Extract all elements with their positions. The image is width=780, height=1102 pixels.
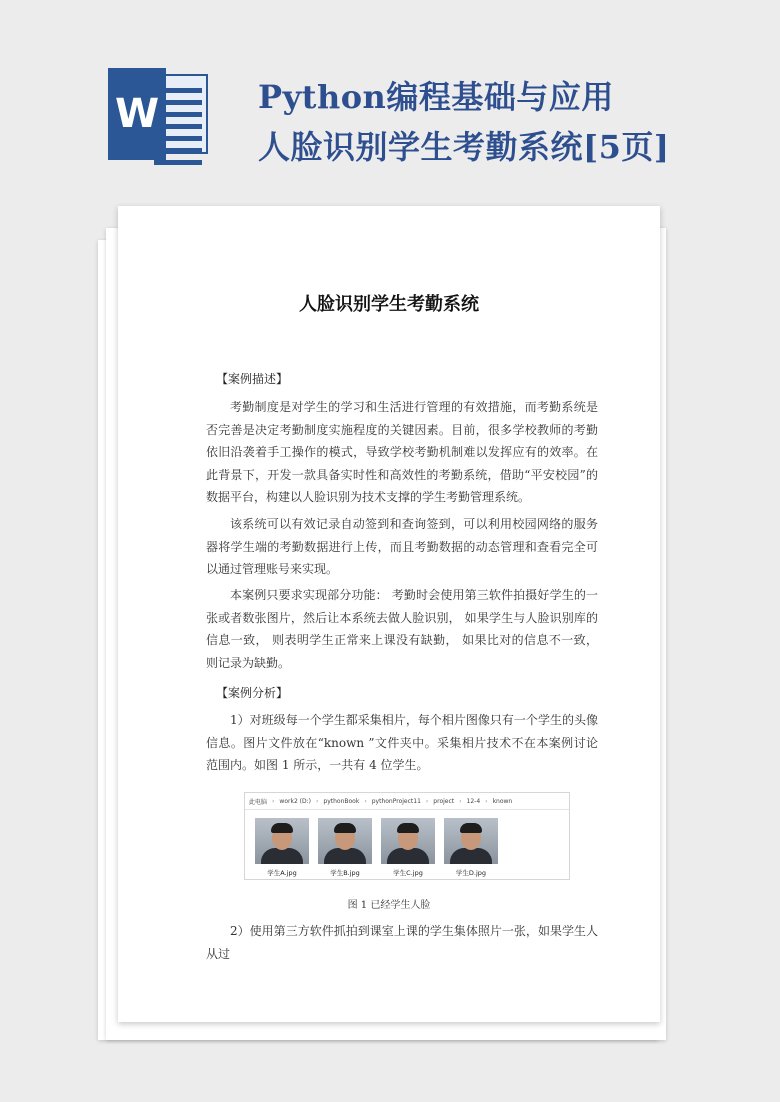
- breadcrumb-item: 12-4: [466, 797, 481, 805]
- file-name: 学生A.jpg: [267, 869, 297, 877]
- paragraph-2: 该系统可以有效记录自动签到和查询签到，可以利用校园网络的服务器将学生端的考勤数据进行上传，而且考勤数据的动态管理和查看完全可以通过管理账号来实现。: [206, 517, 598, 576]
- breadcrumb: [245, 793, 569, 810]
- document-page: [118, 206, 660, 1022]
- paragraph-3: 本案例只要求实现部分功能： 考勤时会使用第三软件拍摄好学生的一张或者数张图片，然后让本系统去做人脸识别， 如果学生与人脸识别库的信息一致， 则表明学生正常来上课没有缺勤， 如果比对的信息不一致， 则记录为缺勤。: [206, 588, 598, 670]
- paragraph-5: 2）使用第三方软件抓拍到课室上课的学生集体照片一张，如果学生人从过: [206, 924, 598, 961]
- breadcrumb-item: pythonBook: [323, 797, 360, 805]
- chevron-right-icon: ›: [364, 797, 367, 805]
- file-name: 学生C.jpg: [393, 869, 423, 877]
- word-document-icon: [108, 68, 210, 160]
- section-heading-analysis: 【案例分析】: [216, 686, 289, 700]
- file-item: [381, 818, 435, 877]
- section-heading-description: 【案例描述】: [216, 372, 289, 386]
- file-item: [444, 818, 498, 877]
- student-photo-thumbnail: [255, 818, 309, 864]
- file-item: [255, 818, 309, 877]
- file-thumbnails: [245, 810, 569, 877]
- chevron-right-icon: ›: [272, 797, 275, 805]
- figure-known-folder: [244, 792, 570, 880]
- header-title-line2: 人脸识别学生考勤系统[5页]: [258, 128, 670, 166]
- header-title-line1: Python编程基础与应用: [258, 78, 614, 116]
- breadcrumb-item: project: [433, 797, 455, 805]
- file-name: 学生B.jpg: [330, 869, 360, 877]
- student-photo-thumbnail: [444, 818, 498, 864]
- chevron-right-icon: ›: [316, 797, 319, 805]
- breadcrumb-item: pythonProject11: [371, 797, 421, 805]
- document-title: 人脸识别学生考勤系统: [299, 294, 479, 315]
- breadcrumb-item: work2 (D:): [279, 797, 311, 805]
- chevron-right-icon: ›: [425, 797, 429, 805]
- word-logo-letter: W: [108, 68, 166, 160]
- student-photo-thumbnail: [381, 818, 435, 864]
- file-item: [318, 818, 372, 877]
- student-photo-thumbnail: [318, 818, 372, 864]
- breadcrumb-item: known: [492, 797, 513, 805]
- paragraph-1: 考勤制度是对学生的学习和生活进行管理的有效措施，而考勤系统是否完善是决定考勤制度实施程度的关键因素。目前，很多学校教师的考勤依旧沿袭着手工操作的模式，导致学校考勤机制难以发挥应有的效率。在此背景下，开发一款具备实时性和高效性的考勤系统，借助“平安校园”的数据平台，构建以人脸识别为技术支撑的学生考勤管理系统。: [206, 400, 598, 504]
- chevron-right-icon: ›: [485, 797, 488, 805]
- header: [0, 0, 780, 200]
- file-name: 学生D.jpg: [455, 869, 487, 877]
- figure-caption: 图 1 已经学生人脸: [347, 900, 431, 911]
- breadcrumb-item: 此电脑: [249, 798, 268, 806]
- chevron-right-icon: ›: [459, 797, 462, 805]
- paragraph-4: 1）对班级每一个学生都采集相片，每个相片图像只有一个学生的头像信息。图片文件放在“known ”文件夹中。采集相片技术不在本案例讨论范围内。如图 1 所示，一共有 4 位学生。: [206, 713, 598, 772]
